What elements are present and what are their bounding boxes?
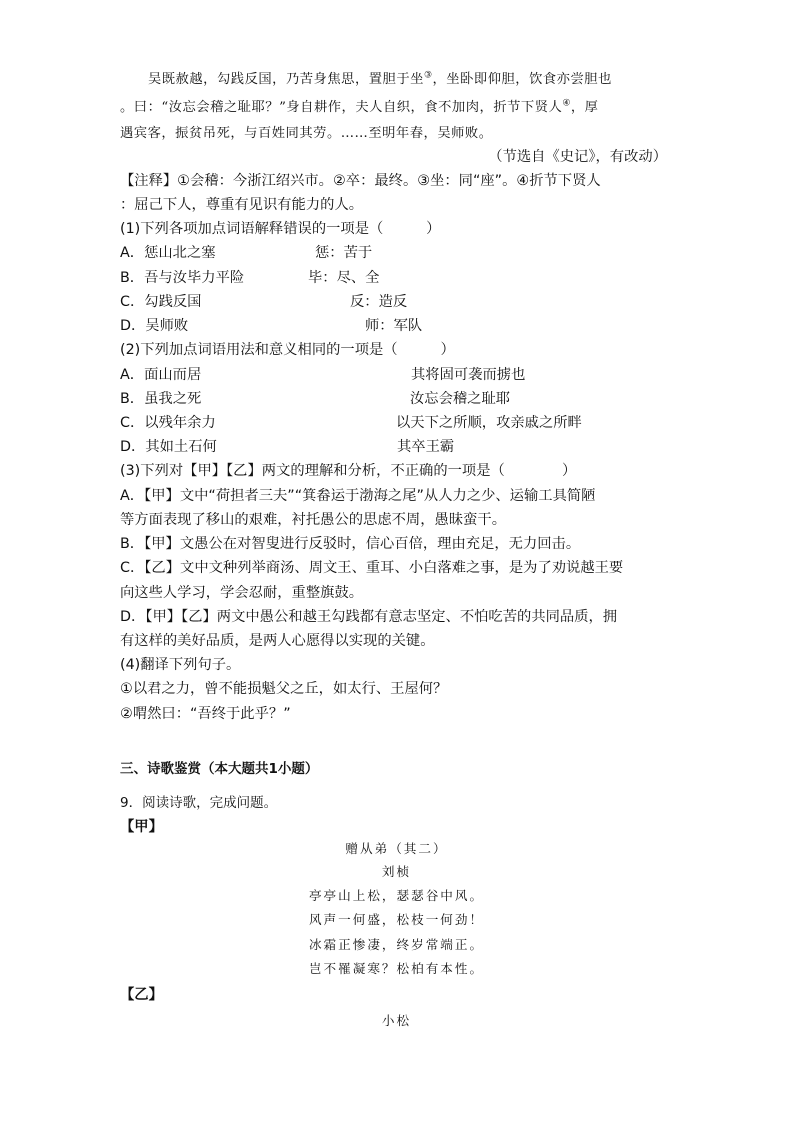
q3-line: B．【甲】文愚公在对智叟进行反驳时，信心百倍，理由充足，无力回击。 [120,536,581,552]
section-heading: 三、诗歌鉴赏（本大题共1小题） [120,761,319,777]
q3-line: 等方面表现了移山的艰难，衬托愚公的思虑不周，愚昧蛮干。 [120,512,507,528]
passage-text: ，厚 [570,100,599,115]
passage-text: 吴既赦越，勾践反国，乃苦身焦思，置胆于坐 [148,72,424,87]
option-gloss: 毕：尽、全 [308,270,380,286]
q1-stem: (1)下列各项加点词语解释错误的一项是（ ） [120,221,441,237]
option-compare: 以天下之所顺，攻亲戚之所畔 [396,415,582,431]
notes-line-2: ：屈己下人，尊重有见识有能力的人。 [120,197,364,213]
q2-option-c [120,413,582,433]
poem-author: 刘桢 [381,864,412,879]
q2-option-d [120,437,455,457]
q1-option-c [120,292,408,312]
option-text: B．吾与汝毕力平险 [120,270,245,286]
footnote-marker: ③ [423,70,433,81]
option-compare: 汝忘会稽之耻耶 [410,391,511,407]
q3-stem: (3)下列对【甲】【乙】两文的理解和分析，不正确的一项是（ ） [120,463,577,479]
passage-line-3: 遇宾客，振贫吊死，与百姓同其劳。……至明年春，吴师败。 [120,126,493,141]
passage-line-1 [148,70,612,90]
passage-source: （节选自《史记》，有改动） [488,149,667,165]
option-text: C．勾践反国 [120,294,202,310]
label-jia: 【甲】 [120,819,163,835]
label-yi: 【乙】 [120,987,163,1003]
q3-line: 向这些人学习，学会忍耐，重整旗鼓。 [120,585,364,601]
poem-line: 亭亭山上松，瑟瑟谷中风。 [308,888,485,903]
q1-option-a [120,243,373,263]
q3-line: A．【甲】文中“荷担者三夫”“箕畚运于渤海之尾”从人力之少、运输工具简陋 [120,488,596,504]
q4-sentence-1: ①以君之力，曾不能损魁父之丘，如太行、王屋何？ [120,681,448,697]
q1-option-b [120,268,380,288]
poem-line: 岂不罹凝寒？松柏有本性。 [308,961,485,976]
footnote-marker: ④ [562,98,571,109]
option-compare: 其将固可袭而掳也 [411,367,526,383]
option-text: D．其如土石何 [120,439,217,455]
q1-option-d [120,316,423,336]
option-text: A．惩山北之塞 [120,245,216,261]
q4-sentence-2: ②喟然曰：“吾终于此乎？” [120,706,291,722]
q4-stem: (4)翻译下列句子。 [120,657,241,673]
option-text: D．吴师败 [120,318,189,334]
option-gloss: 惩：苦于 [315,245,373,261]
passage-text: 。曰：“汝忘会稽之耻耶？”身自耕作，夫人自织，食不加肉，折节下贤人 [120,100,563,115]
question-9: 9．阅读诗歌，完成问题。 [120,795,278,811]
option-gloss: 反：造反 [350,294,408,310]
q3-line: C．【乙】文中文种列举商汤、周文王、重耳、小白落难之事，是为了劝说越王要 [120,560,624,576]
q3-line: D．【甲】【乙】两文中愚公和越王勾践都有意志坚定、不怕吃苦的共同品质，拥 [120,609,618,625]
poem2-title: 小松 [381,1013,412,1028]
option-compare: 其卒王霸 [397,439,455,455]
option-gloss: 师：军队 [365,318,423,334]
option-text: A．面山而居 [120,367,202,383]
poem-line: 风声一何盛，松枝一何劲！ [308,912,485,927]
q2-stem: (2)下列加点词语用法和意义相同的一项是（ ） [120,342,455,358]
poem-line: 冰霜正惨凄，终岁常端正。 [308,937,485,952]
q2-option-a [120,365,526,385]
q3-line: 有这样的美好品质，是两人心愿得以实现的关键。 [120,633,435,649]
option-text: B．虽我之死 [120,391,202,407]
passage-text: ，坐卧即仰胆，饮食亦尝胆也 [432,72,612,87]
option-text: C．以残年余力 [120,415,216,431]
q2-option-b [120,389,511,409]
passage-line-2 [120,98,598,118]
poem-title: 赠从弟（其二） [345,841,448,856]
notes-line-1: 【注释】①会稽：今浙江绍兴市。②卒：最终。③坐：同“座”。④折节下贤人 [120,173,601,189]
